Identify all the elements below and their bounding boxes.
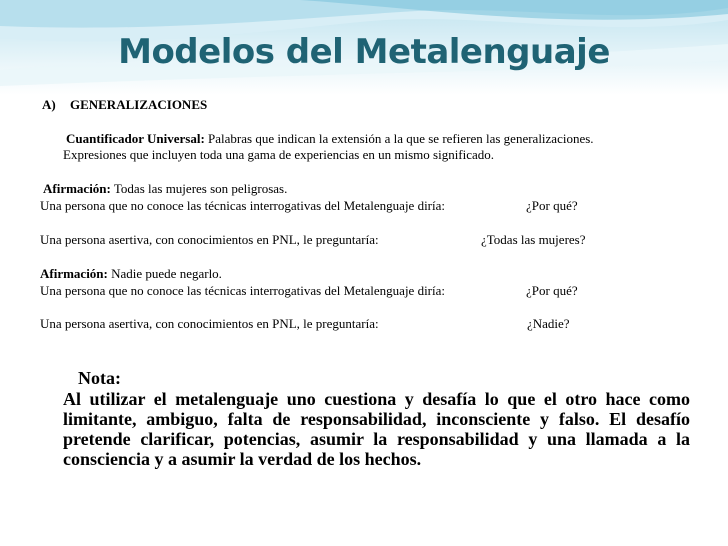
section-label: A): [42, 97, 56, 112]
example-2-label: Afirmación:: [40, 266, 108, 281]
example-1-label: Afirmación:: [43, 181, 111, 196]
example-2-q1-answer: ¿Por qué?: [526, 283, 578, 298]
definition-term: Cuantificador Universal:: [66, 131, 205, 146]
definition-line-2: Expresiones que incluyen toda una gama de experiencias en un mismo significado.: [63, 147, 495, 162]
page-title: Modelos del Metalenguaje: [118, 32, 610, 72]
example-1-statement-text: Todas las mujeres son peligrosas.: [113, 181, 288, 196]
section-heading: [42, 97, 207, 113]
example-1-statement: [43, 181, 287, 197]
example-2-statement: [40, 266, 222, 282]
example-1-q2-answer: ¿Todas las mujeres?: [481, 232, 586, 247]
example-1-q1-answer: ¿Por qué?: [526, 198, 578, 213]
note-title: Nota:: [78, 368, 121, 388]
example-2-q1-text: Una persona que no conoce las técnicas interrogativas del Metalenguaje diría:: [40, 283, 446, 298]
example-1-q2-text: Una persona asertiva, con conocimientos en PNL, le preguntaría:: [40, 232, 379, 247]
note-text: Al utilizar el metalenguaje uno cuestiona y desafía lo que el otro hace como limitante, ambiguo, falta de responsabilidad, inconsciente y falso. El desafío pretende clarificar, potencias, asumir la responsabilidad y una llamada a la consciencia y a asumir la verdad de los hechos.: [63, 389, 690, 469]
example-2-statement-text: Nadie puede negarlo.: [111, 266, 222, 281]
example-2-q2-answer: ¿Nadie?: [527, 316, 570, 331]
example-2-q2-text: Una persona asertiva, con conocimientos en PNL, le preguntaría:: [40, 316, 379, 331]
section-title: GENERALIZACIONES: [69, 97, 208, 112]
definition-text-1: Palabras que indican la extensión a la que se refieren las generalizaciones.: [208, 131, 594, 146]
definition-line-1: [66, 131, 594, 147]
example-1-q1-text: Una persona que no conoce las técnicas interrogativas del Metalenguaje diría:: [40, 198, 446, 213]
